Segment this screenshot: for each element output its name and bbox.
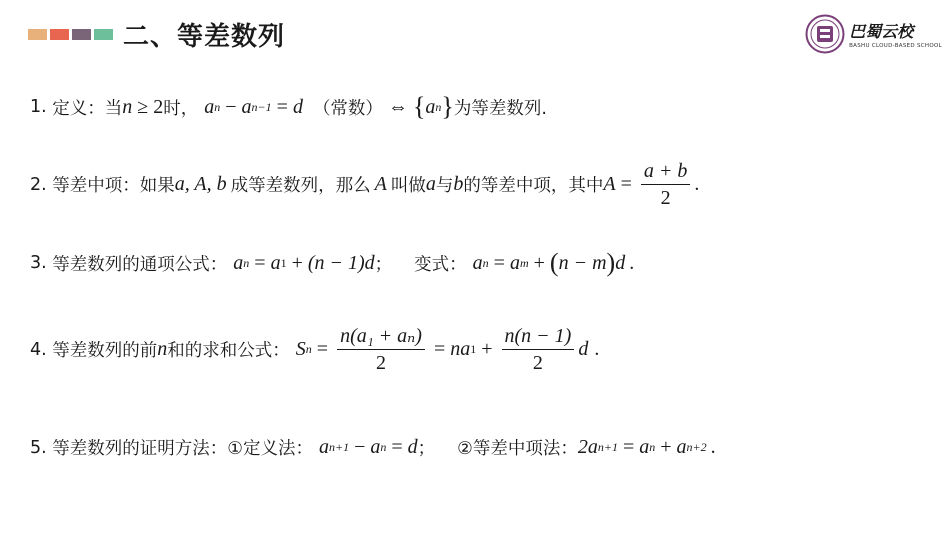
item-number: 2 — [30, 174, 42, 195]
sum-formula-item: 4 . 等差数列的前 n 和的求和公式： S n = $\frac{\text{n(a₁ + aₙ)}}{2}$ = na 1 + $\frac{n(n - 1)}{2}$ d . — [30, 325, 600, 374]
item-label: 等差数列的证明方法： — [52, 439, 228, 459]
color-swatches — [28, 29, 113, 40]
logo-english-name: BASHU CLOUD-BASED SCHOOL — [849, 43, 942, 49]
swatch-2 — [50, 29, 69, 40]
item-number: 3 — [30, 253, 42, 273]
item-number: 1 — [30, 97, 42, 117]
page-title: 二、等差数列 — [123, 21, 286, 52]
arithmetic-mean-item: 2 . 等差中项：如果 a, A, b 成等差数列，那么 A 叫做 a 与 b 的等差中项，其中 A = $\frac{a + b}{2}$ . — [30, 160, 700, 209]
proof-methods-item: 5 . 等差数列的证明方法： ①定义法： a n+1 − a n = d ； ②等差中项法： 2a n+1 = a n + a n+2 . — [30, 436, 716, 459]
swatch-4 — [94, 29, 113, 40]
mean-fraction: $\frac{a + b}{2}$ — [641, 158, 691, 211]
item-label: 等差数列的前 — [52, 341, 158, 361]
item-number: 4 — [30, 339, 42, 360]
logo-chinese-name: 巴蜀云校 — [849, 22, 914, 41]
sum-fraction-1: $\frac{\text{n(a₁ + aₙ)}}{2}$ — [337, 323, 425, 376]
swatch-3 — [72, 29, 91, 40]
item-label: 等差数列的通项公式： — [52, 254, 228, 275]
seal-icon — [805, 14, 845, 54]
item-label: 定义：当 — [52, 98, 123, 119]
item-label: 等差中项：如果 — [52, 176, 175, 196]
definition-item: 1 . 定义：当 n ≥ 2 时， a n − a n−1 = d （常数） ⇔ { a n } 为等差数列. — [30, 92, 547, 121]
general-term-item: 3 . 等差数列的通项公式： a n = a 1 + (n − 1)d ； 变式： a n = a m + ( n − m ) d . — [30, 248, 635, 277]
school-logo — [805, 14, 942, 54]
sum-fraction-2: $\frac{n(n - 1)}{2}$ — [502, 323, 575, 376]
method-definition: ①定义法： — [227, 439, 313, 459]
item-number: 5 — [30, 437, 42, 458]
method-middle-term: ②等差中项法： — [457, 439, 578, 459]
header — [28, 12, 285, 56]
swatch-1 — [28, 29, 47, 40]
